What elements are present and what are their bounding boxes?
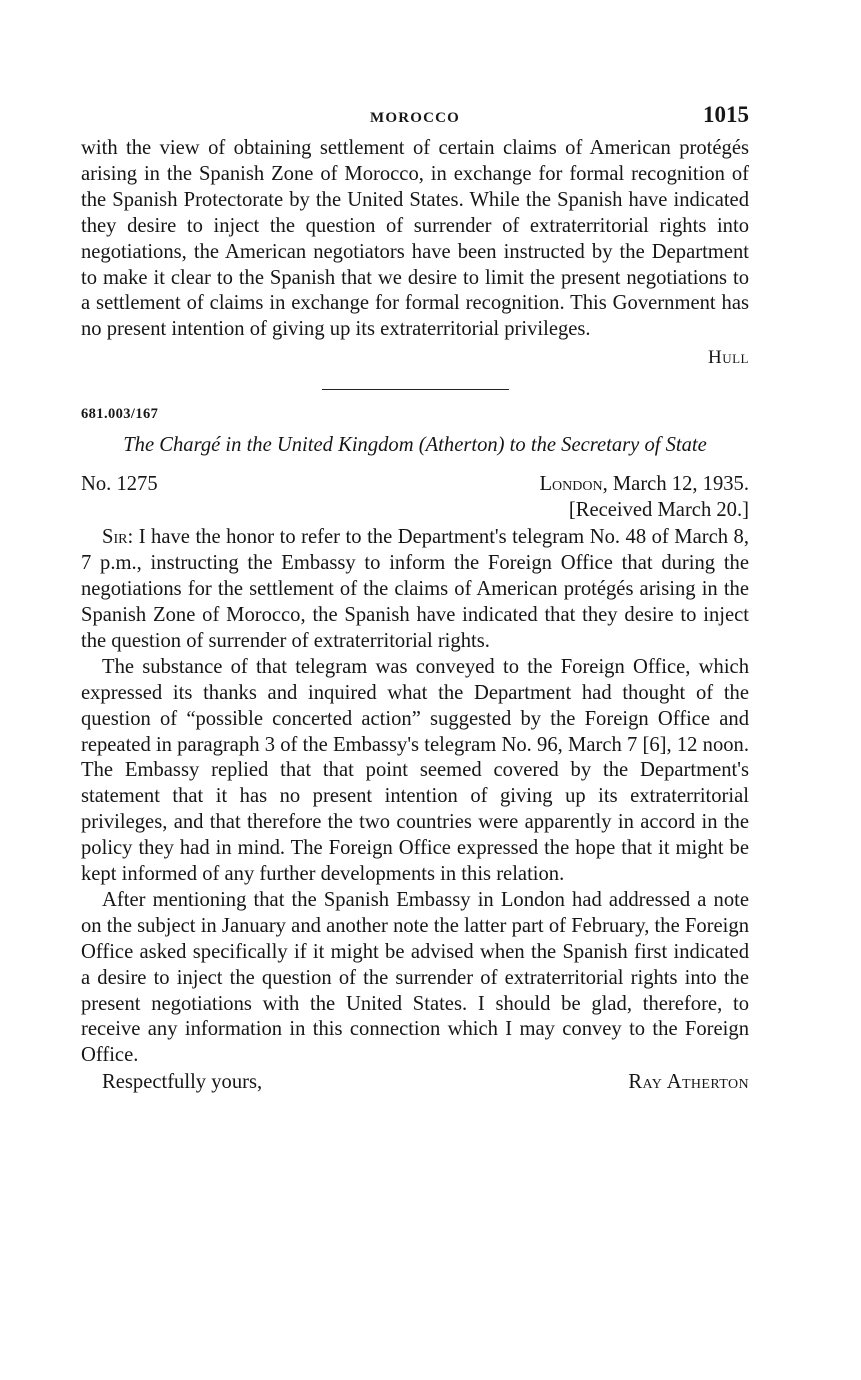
closing: Respectfully yours, [102, 1071, 263, 1094]
section-divider [322, 389, 509, 390]
document-title: The Chargé in the United Kingdom (Atherton) to the Secretary of State [123, 434, 707, 457]
paragraph-1 [81, 525, 749, 655]
place: London [539, 473, 603, 496]
closing-line [81, 1071, 749, 1099]
file-number: 681.003/167 [81, 406, 159, 423]
salutation: Sir [102, 526, 128, 549]
dateline [81, 473, 749, 525]
received-date: [Received March 20.] [568, 499, 749, 522]
paragraph-2: The substance of that telegram was conveyed to the Foreign Office, which expressed its thanks and inquired what the Department had thought of the question of “possible concerted action” suggested by the Foreign Office and repeated in paragraph 3 of the Embassy's telegram No. 96, March 7 [6], 12 noon. The Embassy replied that that point seemed covered by the Department's statement that it has no present intention of giving up its extraterritorial privileges, and that therefore the two countries were apparently in accord in the policy they had in mind. The Foreign Office expressed the hope that it might be kept informed of any further developments in this relation. [81, 655, 749, 886]
running-head [81, 102, 749, 136]
running-title: MOROCCO [369, 110, 461, 126]
page-number: 1015 [703, 102, 749, 127]
document-number: No. 1275 [81, 473, 158, 496]
place-date [539, 473, 749, 496]
date: , March 12, 1935. [602, 473, 749, 496]
paragraph-3: After mentioning that the Spanish Embassy in London had addressed a note on the subject in January and another note the latter part of February, the Foreign Office asked specifically if it might be advised when the Spanish first indicated a desire to inject the question of the surrender of extraterritorial rights into the present negotiations with the United States. I should be glad, therefore, to receive any information in this connection which I may convey to the Foreign Office. [81, 888, 749, 1067]
continued-paragraph: with the view of obtaining settlement of certain claims of American protégés arising in the Spanish Zone of Morocco, in exchange for formal recognition of the Spanish Protectorate by the United States. While the Spanish have indicated they desire to inject the question of surrender of extraterritorial rights into negotiations, the American negotiators have been instructed by the Department to make it clear to the Spanish that we desire to limit the present negotiations to a settlement of claims in exchange for formal recognition. This Government has no present intention of giving up its extraterritorial privileges. [81, 137, 749, 341]
signature-hull: Hull [708, 347, 749, 369]
document-page [81, 102, 749, 1099]
signature-atherton: Ray Atherton [628, 1071, 749, 1094]
paragraph-1-text: : I have the honor to refer to the Department's telegram No. 48 of March 8, 7 p.m., instructing the Embassy to inform the Foreign Office that during the negotiations for the settlement of the claims of American protégés arising in the Spanish Zone of Morocco, the Spanish have indicated that they desire to inject the question of surrender of extraterritorial rights. [81, 526, 749, 652]
